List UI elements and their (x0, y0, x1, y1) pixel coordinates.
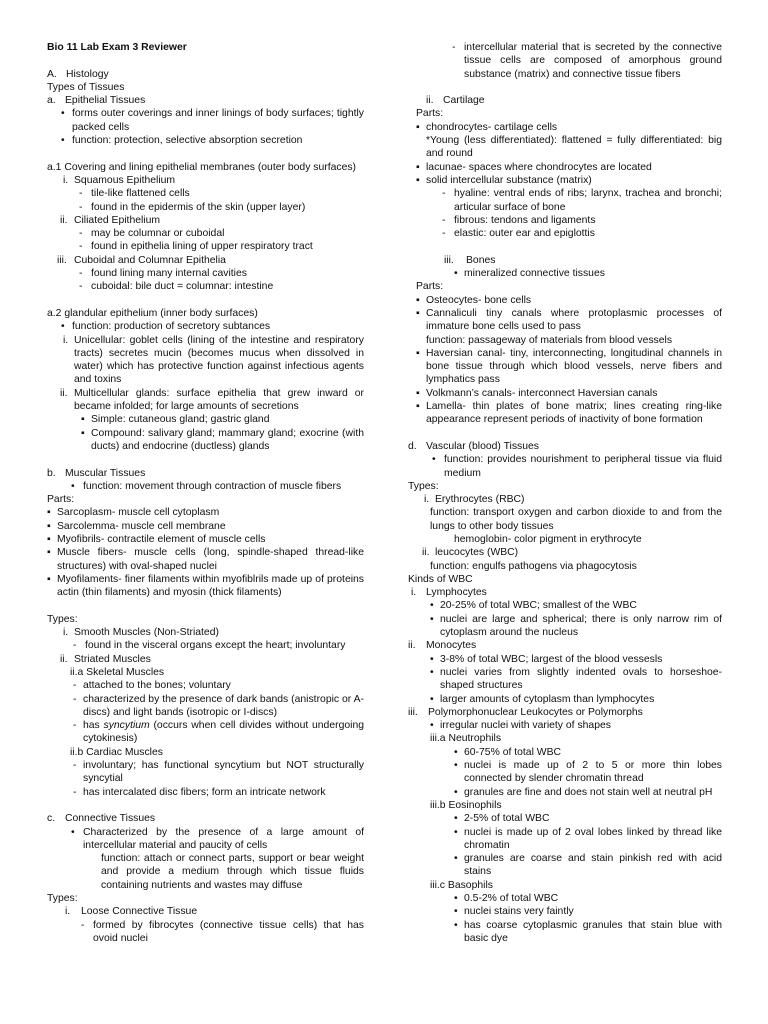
list-item (47, 533, 364, 546)
line-text: ii.b Cardiac Muscles (70, 746, 163, 758)
list-marker: - (79, 201, 83, 213)
list-item-text: Myofibrils- contractile element of muscle cells (57, 533, 266, 545)
line-text: Parts: (47, 494, 75, 506)
list-item (47, 187, 364, 200)
list-item-text: Haversian canal- tiny, interconnecting, longitudinal channels in bone tissue through which blood vessels, nerve fibers and lymphatics pass (426, 347, 722, 386)
list-item-text: larger amounts of cytoplasm than lymphocytes (440, 693, 655, 705)
list-item (408, 440, 722, 453)
list-marker: i. (411, 587, 417, 599)
list-marker: ii. (60, 653, 68, 665)
list-item (408, 94, 722, 107)
text-line (408, 799, 722, 812)
list-item (408, 187, 722, 214)
list-item (408, 746, 722, 759)
list-marker: • (454, 893, 458, 904)
text-line (47, 81, 364, 94)
list-item-text: Epithelial Tissues (65, 95, 146, 107)
list-marker: ▪ (47, 520, 51, 532)
list-item (408, 214, 722, 227)
document-title: Bio 11 Lab Exam 3 Reviewer (47, 42, 187, 53)
list-item (408, 786, 722, 799)
list-item-text: formed by fibrocytes (connective tissue cells) that has ovoid nuclei (93, 919, 364, 944)
line-text: Types: (47, 893, 78, 904)
list-item-text: Cannaliculi tiny canals where protoplasmic processes of immature bone cells used to pass (426, 307, 722, 333)
list-item (47, 480, 364, 493)
text-line (408, 560, 722, 573)
list-item-text: mineralized connective tissues (464, 268, 605, 280)
list-marker: ▪ (47, 533, 51, 545)
list-marker: • (454, 853, 458, 865)
list-item (47, 280, 364, 293)
list-item-text: nuclei varies from slightly indented ovals to horseshoe-shaped structures (440, 666, 722, 692)
list-item (47, 107, 364, 134)
text-line (408, 134, 722, 161)
line-text: hemoglobin- color pigment in erythrocyte (454, 533, 642, 545)
list-marker: • (454, 746, 458, 758)
emphasized-term: syncytium (103, 720, 150, 732)
list-item-text: Sarcolemma- muscle cell membrane (57, 520, 226, 532)
list-marker: ii. (60, 387, 68, 399)
list-marker: - (79, 268, 83, 280)
list-marker: - (73, 760, 77, 772)
list-item-text: elastic: outer ear and epiglottis (454, 228, 595, 240)
list-item-text: Bones (466, 254, 496, 266)
text-line (408, 573, 722, 586)
list-item (408, 387, 722, 400)
list-item-text: Lamella- thin plates of bone matrix; lines creating ring-like appearance represent periods of inactivity of bone formation (426, 401, 722, 426)
list-item-text: Cartilage (443, 95, 485, 107)
list-item-text: Vascular (blood) Tissues (426, 440, 539, 452)
text-line (47, 666, 364, 679)
list-marker: i. (63, 174, 69, 186)
list-marker: - (79, 228, 83, 240)
list-marker: ii. (60, 214, 68, 226)
list-marker: - (442, 228, 446, 240)
list-item-text: Connective Tissues (65, 813, 156, 825)
list-item (408, 719, 722, 732)
list-item (408, 892, 722, 905)
list-marker: - (73, 720, 77, 732)
list-item-text: hyaline: ventral ends of ribs; larynx, trachea and bronchi; articular surface of bone (454, 188, 722, 213)
list-item (408, 453, 722, 480)
blank-line (408, 81, 722, 94)
list-item-text (47, 719, 364, 746)
list-marker: iii. (444, 254, 454, 266)
line-text: Parts: (416, 108, 444, 120)
list-item-text: leucocytes (WBC) (435, 547, 519, 559)
text-fragment: has (83, 720, 104, 732)
list-item-text: Simple: cutaneous gland; gastric gland (91, 414, 270, 426)
list-marker: • (454, 760, 458, 772)
list-item-text: Loose Connective Tissue (81, 906, 198, 918)
line-text: iii.c Basophils (430, 879, 493, 891)
list-marker: • (430, 613, 434, 625)
list-item (408, 693, 722, 706)
list-item-text: intercellular material that is secreted by the connective tissue cells are composed of amorphous ground substance (matrix) and connective tissue fibers (464, 42, 722, 80)
line-text: iii.b Eosinophils (430, 799, 502, 811)
list-marker: ▪ (47, 547, 51, 559)
list-item-text: Myofilaments- finer filaments within myofiblrils made up of proteins actin (thin filaments) and myosin (thick filaments) (57, 573, 364, 599)
list-item-text: Ciliated Epithelium (74, 214, 161, 226)
list-item-text: forms outer coverings and inner linings of body surfaces; tightly packed cells (72, 108, 364, 133)
list-item (47, 134, 364, 147)
list-item-text: Histology (66, 68, 109, 80)
list-item (47, 201, 364, 214)
list-marker: ii. (408, 640, 416, 652)
list-item (47, 719, 364, 746)
list-marker: ▪ (416, 347, 420, 359)
list-marker: • (454, 826, 458, 838)
list-item (408, 227, 722, 240)
list-item (47, 174, 364, 187)
list-marker: ▪ (81, 414, 85, 426)
list-item (47, 254, 364, 267)
list-item-text: 3-8% of total WBC; largest of the blood vessesls (440, 653, 663, 665)
list-item-text: 20-25% of total WBC; smallest of the WBC (440, 600, 637, 612)
line-text: function: transport oxygen and carbon dioxide to and from the lungs to other body tissues (430, 507, 722, 532)
list-marker: • (430, 653, 434, 665)
list-marker: • (454, 268, 458, 280)
list-item-text: found in the epidermis of the skin (upper layer) (91, 201, 306, 213)
list-item-text: Characterized by the presence of a large amount of intercellular material and paucity of cells (83, 826, 364, 851)
line-text: a.2 glandular epithelium (inner body surfaces) (47, 307, 258, 319)
list-item-text: found lining many internal cavities (91, 268, 247, 280)
list-item-text: 2-5% of total WBC (464, 813, 550, 825)
list-item (47, 826, 364, 853)
list-item (47, 334, 364, 387)
list-marker: ▪ (416, 387, 420, 399)
list-item-text: Cuboidal and Columnar Epithelia (74, 254, 226, 266)
list-marker: • (430, 600, 434, 612)
line-text: a.1 Covering and lining epithelial membranes (outer body surfaces) (47, 161, 356, 173)
list-item (47, 759, 364, 786)
list-item (47, 267, 364, 280)
list-item (408, 586, 722, 599)
text-line (408, 107, 722, 120)
list-item-text: nuclei is made up of 2 oval lobes linked by thread like chromatin (464, 826, 722, 851)
list-marker: ii. (426, 95, 434, 107)
text-line (408, 280, 722, 293)
text-line (47, 493, 364, 506)
list-item (47, 693, 364, 720)
list-item-text: Polymorphonuclear Leukocytes or Polymorphs (428, 706, 643, 718)
list-marker: ▪ (47, 507, 51, 519)
blank-line (408, 427, 722, 440)
list-item-text: has coarse cytoplasmic granules that stain blue with basic dye (464, 919, 722, 944)
list-item-text: irregular nuclei with variety of shapes (440, 720, 611, 732)
list-marker: - (73, 680, 77, 692)
line-text: function: attach or connect parts, support or bear weight and provide a medium through which tissue fluids containing nutrients and wastes may diffuse (101, 853, 364, 891)
list-marker: • (430, 666, 434, 678)
list-marker: • (454, 786, 458, 798)
list-item (47, 427, 364, 454)
line-text: Types: (47, 613, 78, 625)
list-marker: - (452, 42, 456, 53)
list-item (408, 613, 722, 640)
list-item-text: solid intercellular substance (matrix) (426, 174, 592, 186)
list-marker: ▪ (416, 174, 420, 186)
list-marker: - (442, 214, 446, 226)
text-line (408, 732, 722, 745)
list-marker: A. (47, 68, 57, 80)
list-item (47, 320, 364, 333)
list-marker: • (454, 906, 458, 918)
text-fragment: (occurs when cell divides without undergoing cytokinesis) (83, 720, 364, 745)
line-text: Kinds of WBC (408, 573, 473, 585)
list-item-text: nuclei stains very faintly (464, 906, 574, 918)
list-marker: iii. (408, 706, 418, 718)
list-item (47, 227, 364, 240)
list-item-text: Osteocytes- bone cells (426, 294, 532, 306)
list-item (47, 573, 364, 600)
list-item-text: Erythrocytes (RBC) (435, 494, 525, 506)
list-marker: ▪ (416, 307, 420, 319)
list-marker: - (81, 919, 85, 931)
list-item (408, 400, 722, 427)
list-item (47, 467, 364, 480)
list-item (47, 94, 364, 107)
list-item (408, 121, 722, 134)
list-item-text: function: provides nourishment to peripheral tissue via fluid medium (444, 454, 722, 479)
line-text: iii.a Neutrophils (430, 733, 502, 745)
list-marker: ii. (422, 547, 430, 559)
list-item-text: fibrous: tendons and ligaments (454, 214, 596, 226)
text-line (47, 892, 364, 905)
text-line (47, 307, 364, 320)
list-item (408, 599, 722, 612)
list-marker: • (71, 480, 75, 492)
text-line (47, 746, 364, 759)
blank-line (47, 54, 364, 67)
list-item (408, 812, 722, 825)
list-item-text: found in epithelia lining of upper respiratory tract (91, 241, 313, 253)
list-item-text: involuntary; has functional syncytium but NOT structurally syncytial (83, 760, 364, 785)
blank-line (47, 453, 364, 466)
list-marker: - (73, 786, 77, 798)
list-item (47, 626, 364, 639)
list-item (408, 41, 722, 81)
blank-line (408, 240, 722, 253)
list-marker: c. (47, 813, 56, 825)
list-item (408, 666, 722, 693)
line-text: Types of Tissues (47, 81, 125, 93)
list-marker: • (432, 454, 436, 466)
list-marker: ▪ (47, 573, 51, 585)
list-item-text: 60-75% of total WBC (464, 746, 562, 758)
list-item-text: found in the visceral organs except the heart; involuntary (85, 640, 346, 652)
line-text: Parts: (416, 281, 444, 293)
line-text: function: passageway of materials from blood vessels (426, 334, 673, 346)
list-item (408, 905, 722, 918)
list-marker: i. (65, 906, 71, 918)
list-item-text: Muscular Tissues (65, 467, 146, 479)
list-marker: - (79, 281, 83, 293)
list-item (408, 294, 722, 307)
line-text: function: engulfs pathogens via phagocytosis (430, 560, 637, 572)
list-marker: - (79, 241, 83, 253)
text-line (408, 506, 722, 533)
text-line (408, 480, 722, 493)
list-item (47, 812, 364, 825)
list-item (408, 174, 722, 187)
list-item (408, 493, 722, 506)
list-item (47, 506, 364, 519)
list-item (47, 546, 364, 573)
list-item-text: Unicellular: goblet cells (lining of the intestine and respiratory tracts) secretes mucin (becomes mucus when dissolved in water) which has protective function against infectious agents and toxins (74, 334, 364, 386)
text-line (408, 533, 722, 546)
list-item-text: cuboidal: bile duct = columnar: intestine (91, 281, 274, 293)
text-line (408, 879, 722, 892)
blank-line (47, 294, 364, 307)
text-line (47, 852, 364, 892)
list-item (408, 546, 722, 559)
list-marker: - (73, 640, 77, 652)
list-item (408, 254, 722, 267)
list-item-text: Lymphocytes (426, 587, 487, 599)
list-item (47, 240, 364, 253)
list-item (408, 706, 722, 719)
list-item-text: has intercalated disc fibers; form an intricate network (83, 786, 326, 798)
list-marker: • (430, 693, 434, 705)
list-item-text: tile-like flattened cells (91, 188, 190, 200)
list-item-text: may be columnar or cuboidal (91, 228, 225, 240)
right-column (408, 41, 722, 945)
list-item-text: nuclei are large and spherical; there is only narrow rim of cytoplasm around the nucleus (440, 613, 722, 639)
list-item (47, 387, 364, 414)
list-item-text: function: production of secretory subtances (72, 321, 271, 333)
list-item (47, 786, 364, 799)
list-marker: - (73, 693, 77, 705)
list-item (408, 919, 722, 946)
blank-line (47, 147, 364, 160)
list-item (47, 679, 364, 692)
list-item (47, 520, 364, 533)
list-marker: • (61, 108, 65, 120)
text-line (47, 161, 364, 174)
list-item (47, 905, 364, 918)
text-line (47, 613, 364, 626)
list-marker: b. (47, 467, 56, 479)
list-item (408, 267, 722, 280)
list-marker: - (79, 188, 83, 200)
list-marker: i. (63, 627, 69, 639)
list-marker: • (61, 321, 65, 333)
list-item (408, 161, 722, 174)
line-text: *Young (less differentiated): flattened = fully differentiated: big and round (426, 135, 722, 160)
list-item (47, 653, 364, 666)
list-item (408, 852, 722, 879)
list-item-text: Compound: salivary gland; mammary gland; exocrine (with ducts) and endocrine (ductless) glands (91, 427, 364, 452)
list-item (408, 826, 722, 853)
list-item-text: lacunae- spaces where chondrocytes are located (426, 161, 652, 173)
list-marker: ▪ (416, 294, 420, 306)
list-marker: • (454, 919, 458, 931)
list-item-text: Monocytes (426, 640, 477, 652)
list-item (47, 919, 364, 946)
list-marker: d. (408, 440, 417, 452)
list-item-text: function: protection, selective absorption secretion (72, 135, 303, 147)
list-item-text: Squamous Epithelium (74, 174, 176, 186)
list-marker: • (71, 826, 75, 838)
list-item (47, 214, 364, 227)
list-item-text: attached to the bones; voluntary (83, 680, 231, 692)
list-marker: ▪ (416, 401, 420, 413)
list-marker: iii. (57, 254, 67, 266)
list-item-text: nuclei is made up of 2 to 5 or more thin lobes connected by slender chromatin thread (464, 760, 722, 785)
list-item-text: Muscle fibers- muscle cells (long, spindle-shaped thread-like structures) with oval-shaped nuclei (57, 547, 364, 572)
list-item-text: Sarcoplasm- muscle cell cytoplasm (57, 507, 220, 519)
list-item-text: Striated Muscles (74, 653, 151, 665)
line-text: ii.a Skeletal Muscles (70, 666, 165, 678)
list-item (408, 653, 722, 666)
list-item (47, 413, 364, 426)
line-text: Types: (408, 480, 439, 492)
text-line (408, 334, 722, 347)
list-item (47, 639, 364, 652)
list-item-text: characterized by the presence of dark bands (anistropic or A-discs) and light bands (isotropic or I-discs) (83, 693, 364, 718)
list-marker: ▪ (416, 121, 420, 133)
list-marker: ▪ (416, 161, 420, 173)
list-item (408, 307, 722, 334)
list-item (47, 68, 364, 81)
list-marker: • (61, 135, 65, 147)
left-column (47, 41, 364, 945)
list-item-text: granules are coarse and stain pinkish red with acid stains (464, 853, 722, 878)
list-item-text: granules are fine and does not stain well at neutral pH (464, 786, 713, 798)
list-item (408, 759, 722, 786)
list-marker: i. (63, 334, 69, 346)
list-item-text: 0.5-2% of total WBC (464, 893, 559, 904)
blank-line (47, 799, 364, 812)
list-item-text: function: movement through contraction of muscle fibers (83, 480, 342, 492)
list-marker: • (430, 720, 434, 732)
list-marker: i. (424, 494, 430, 506)
list-marker: a. (47, 95, 56, 107)
list-marker: • (454, 813, 458, 825)
list-item-text: chondrocytes- cartilage cells (426, 121, 558, 133)
blank-line (47, 599, 364, 612)
list-item-text: Smooth Muscles (Non-Striated) (74, 627, 219, 639)
list-item-text: Multicellular glands: surface epithelia that grew inward or became infolded; for large amounts of secretions (74, 387, 364, 413)
list-item-text: Volkmann’s canals- interconnect Haversian canals (426, 387, 658, 399)
list-marker: - (442, 188, 446, 200)
list-marker: ▪ (81, 427, 85, 439)
list-item (408, 347, 722, 387)
list-item (408, 639, 722, 652)
